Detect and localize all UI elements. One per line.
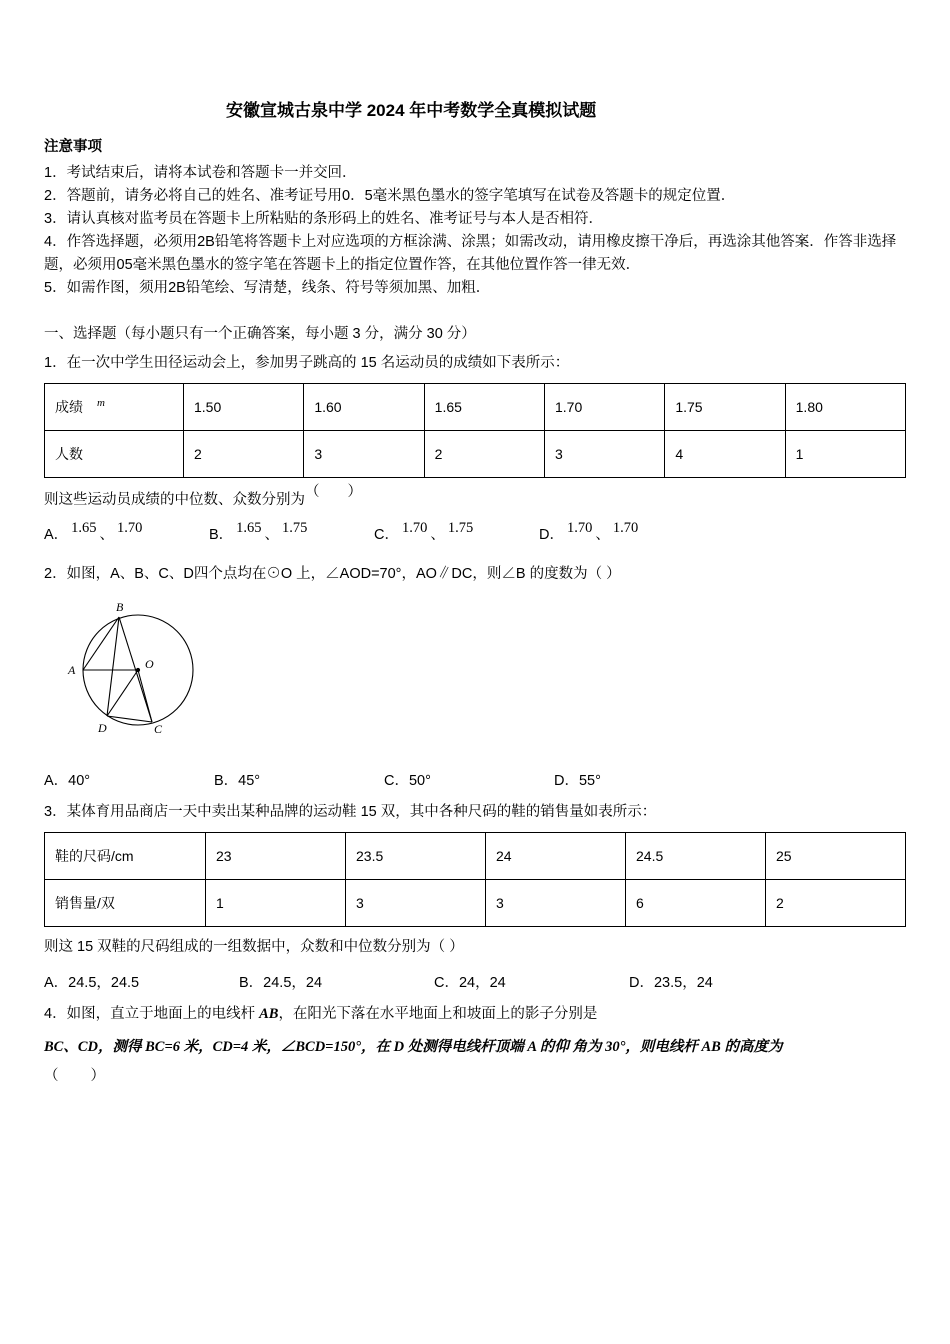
question-1-followup-text: 则这些运动员成绩的中位数、众数分别为 xyxy=(44,492,305,508)
table-cell-row-label: 鞋的尺码/cm xyxy=(45,833,206,880)
option-b[interactable] xyxy=(209,520,374,544)
table-cell: 1.80 xyxy=(785,384,905,431)
table-cell: 23 xyxy=(206,833,346,880)
question-2-figure xyxy=(50,592,906,757)
page-title: 安徽宣城古泉中学 2024 年中考数学全真模拟试题 xyxy=(226,101,597,120)
segment-oc xyxy=(138,670,152,722)
table-cell: 24 xyxy=(486,833,626,880)
option-d-sep: 、 xyxy=(595,527,610,543)
question-2-stem: 2．如图，A、B、C、D四个点均在⊙O 上，∠AOD=70°，AO∥DC，则∠B 的度数为（ ） xyxy=(44,566,621,582)
option-a[interactable]: A．40° xyxy=(44,773,91,789)
table-cell: 3 xyxy=(486,880,626,927)
question-4-post: ，在阳光下落在水平地面上和坡面上的影子分别是 xyxy=(278,1006,598,1022)
option-c[interactable]: C．24，24 xyxy=(434,975,506,991)
label-b: B xyxy=(116,600,124,614)
table-cell: 1.65 xyxy=(424,384,544,431)
option-c-sep: 、 xyxy=(430,527,445,543)
label-c: C xyxy=(154,722,163,736)
question-1-options xyxy=(44,520,906,544)
option-a-sep: 、 xyxy=(99,527,115,543)
option-a-lead: A． xyxy=(44,527,69,543)
section-heading-choice: 一、选择题（每小题只有一个正确答案，每小题 3 分，满分 30 分） xyxy=(44,326,476,342)
option-d-value-1: 1.70 xyxy=(566,520,593,536)
table-cell: 1.70 xyxy=(544,384,664,431)
question-3-options xyxy=(44,971,906,992)
option-b-value-2: 1.75 xyxy=(282,520,308,536)
unit-superscript: m xyxy=(97,397,105,410)
option-c-lead: C． xyxy=(374,527,399,543)
question-4-stem-line-1 xyxy=(44,1002,906,1026)
table-cell: 1.50 xyxy=(184,384,304,431)
option-d[interactable]: D．55° xyxy=(554,773,601,789)
option-c[interactable]: C．50° xyxy=(384,773,431,789)
option-b-lead: B． xyxy=(209,527,234,543)
option-a-value-1: 1.65 xyxy=(71,520,97,536)
question-4-pre: 4．如图，直立于地面上的电线杆 xyxy=(44,1006,260,1022)
label-a: A xyxy=(68,663,76,677)
table-cell: 1.75 xyxy=(665,384,785,431)
table-cell: 3 xyxy=(346,880,486,927)
notice-line-5: 5．如需作图，须用2B铅笔绘、写清楚，线条、符号等须加黑、加粗． xyxy=(44,280,491,296)
option-d-lead: D． xyxy=(539,527,564,543)
option-d[interactable]: D．23.5，24 xyxy=(629,975,713,991)
table-cell: 2 xyxy=(766,880,906,927)
question-3-table xyxy=(44,832,906,927)
table-cell: 25 xyxy=(766,833,906,880)
option-d[interactable] xyxy=(539,520,704,544)
table-cell: 3 xyxy=(304,431,424,478)
table-cell: 1 xyxy=(206,880,346,927)
table-row xyxy=(45,384,906,431)
table-row xyxy=(45,833,906,880)
option-b-value-1: 1.65 xyxy=(236,520,262,536)
question-3-followup: 则这 15 双鞋的尺码组成的一组数据中，众数和中位数分别为（ ） xyxy=(44,939,464,955)
notice-line-1: 1．考试结束后，请将本试卷和答题卡一并交回． xyxy=(44,165,357,181)
table-cell: 3 xyxy=(544,431,664,478)
label-o: O xyxy=(145,657,154,671)
table-cell: 4 xyxy=(665,431,785,478)
table-cell: 1.60 xyxy=(304,384,424,431)
question-1-table xyxy=(44,383,906,478)
question-2-options xyxy=(44,769,906,790)
table-cell: 6 xyxy=(626,880,766,927)
table-cell: 2 xyxy=(424,431,544,478)
table-cell: 2 xyxy=(184,431,304,478)
option-a[interactable] xyxy=(44,520,209,544)
question-4-line-2-text: BC、CD，测得 BC=6 米，CD=4 米，∠BCD=150°，在 D 处测得电线杆顶端 A 的仰 角为 30°，则电线杆 AB 的高度为 xyxy=(44,1039,783,1055)
option-a-value-2: 1.70 xyxy=(117,520,143,536)
option-a[interactable]: A．24.5，24.5 xyxy=(44,975,140,991)
table-row xyxy=(45,431,906,478)
option-b[interactable]: B．24.5，24 xyxy=(239,975,323,991)
table-cell-row-label: 人数 xyxy=(45,431,184,478)
label-d: D xyxy=(98,721,107,735)
row-label-text: 成绩 xyxy=(55,399,83,415)
option-c[interactable] xyxy=(374,520,539,544)
table-cell: 24.5 xyxy=(626,833,766,880)
table-cell: 23.5 xyxy=(346,833,486,880)
option-b[interactable]: B．45° xyxy=(214,773,261,789)
question-4-ab-label: AB xyxy=(259,1006,279,1022)
notice-heading: 注意事项 xyxy=(44,139,102,155)
question-4-stem-line-2 xyxy=(44,1034,906,1060)
notice-line-3: 3．请认真核对监考员在答题卡上所粘贴的条形码上的姓名、准考证号与本人是否相符． xyxy=(44,211,604,227)
question-4-answer-paren: （ ） xyxy=(44,1068,120,1084)
notice-line-4: 4．作答选择题，必须用2B铅笔将答题卡上对应选项的方框涂满、涂黑；如需改动，请用橡皮擦干净后，再选涂其他答案．作答非选择题，必须用05毫米黑色墨水的签字笔在答题卡上的指定位置作答，在其他位置作答一律无效． xyxy=(44,234,897,273)
option-c-value-2: 1.75 xyxy=(447,520,474,536)
question-1-followup xyxy=(44,484,906,509)
table-row xyxy=(45,880,906,927)
table-cell-row-label xyxy=(45,384,184,431)
question-1-stem: 1．在一次中学生田径运动会上，参加男子跳高的 15 名运动员的成绩如下表所示： xyxy=(44,355,570,371)
question-3-stem: 3．某体育用品商店一天中卖出某种品牌的运动鞋 15 双，其中各种尺码的鞋的销售量如表所示： xyxy=(44,804,657,820)
option-b-sep: 、 xyxy=(264,527,280,543)
option-d-value-2: 1.70 xyxy=(612,520,639,536)
table-cell-row-label: 销售量/双 xyxy=(45,880,206,927)
answer-paren: （ ） xyxy=(305,484,375,500)
notice-line-2: 2．答题前，请务必将自己的姓名、准考证号用0．5毫米黑色墨水的签字笔填写在试卷及答题卡的规定位置． xyxy=(44,188,736,204)
table-cell: 1 xyxy=(785,431,905,478)
option-c-value-1: 1.70 xyxy=(401,520,428,536)
circle-geometry-diagram xyxy=(50,592,240,752)
